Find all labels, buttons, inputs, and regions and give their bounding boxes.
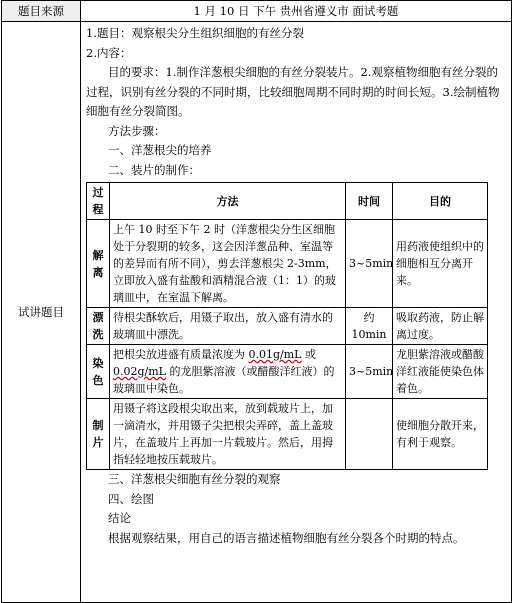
row-step: 染色: [87, 345, 110, 399]
topic-label: 试讲题目: [2, 22, 81, 603]
source-value: 1 月 10 日 下午 贵州省遵义市 面试考题: [81, 1, 512, 22]
row-step: 解离: [87, 220, 110, 308]
topic-content: [81, 22, 511, 602]
procedure-row-mounting: [87, 399, 488, 470]
step-observation: 三、洋葱根尖细胞有丝分裂的观察: [108, 472, 281, 486]
method-text: 把根尖放进盛有质量浓度为: [113, 348, 249, 361]
row-method: [110, 345, 346, 399]
topic-row: [2, 22, 512, 603]
row-time: 3~5min: [346, 220, 393, 308]
header-time: 时间: [346, 183, 393, 220]
row-aim: 使细胞分散开来，有利于观察。: [393, 399, 488, 470]
step-cultivation: 一、洋葱根尖的培养: [108, 143, 212, 157]
procedure-row-staining: [87, 345, 488, 399]
row-aim: 龙胆紫溶液或醋酸洋红液能使染色体着色。: [393, 345, 488, 399]
topic-title: 1.题目：观察根尖分生组织细胞的有丝分裂: [86, 26, 304, 40]
row-time: 约 10min: [346, 308, 393, 345]
row-time: [346, 399, 393, 470]
conclusion-text: 根据观察结果，用自己的语言描述植物细胞有丝分裂各个时期的特点。: [108, 530, 465, 545]
row-method: 上午 10 时至下午 2 时（洋葱根尖分生区细胞处于分裂期的较多，这会因洋葱品种、室温等的差异而有所不同），剪去洋葱根尖 2-3mm，立即放入盛有盐酸和酒精混合液（1：1）的玻璃皿中，在室温下解离。: [110, 220, 346, 308]
row-time: 3~5min: [346, 345, 393, 399]
step-drawing: 四、绘图: [108, 491, 154, 506]
procedure-table: [86, 182, 488, 470]
method-text: 或: [301, 348, 316, 361]
source-label: 题目来源: [2, 1, 81, 22]
procedure-header-row: [87, 183, 488, 220]
conclusion-heading: 结论: [108, 511, 131, 525]
header-method: 方法: [110, 183, 346, 220]
method-heading: 方法步骤：: [108, 123, 166, 138]
header-step: 过程: [87, 183, 110, 220]
aim-paragraph: 目的要求：1.制作洋葱根尖细胞的有丝分裂装片。2.观察植物细胞有丝分裂的过程，识别有丝分裂的不同时期，比较细胞周期不同时期的时间长短。3.绘制植物细胞有丝分裂简图。: [86, 65, 500, 118]
procedure-row-rinsing: [87, 308, 488, 345]
exam-table: [1, 0, 512, 603]
row-method: 待根尖酥软后，用镊子取出，放入盛有清水的玻璃皿中漂洗。: [110, 308, 346, 345]
source-row: [2, 1, 512, 22]
row-aim: 用药液使组织中的细胞相互分离开来。: [393, 220, 488, 308]
row-aim: 吸取药液，防止解离过度。: [393, 308, 488, 345]
step-slide-making: 二、装片的制作：: [108, 162, 200, 177]
row-step: 漂洗: [87, 308, 110, 345]
method-text: 的龙胆紫溶液（或醋酸洋红液）的玻璃皿中染色。: [113, 365, 335, 395]
topic-content-cell: [81, 22, 512, 603]
header-aim: 目的: [393, 183, 488, 220]
concentration-2: 0.02g/mL: [113, 365, 166, 378]
concentration-1: 0.01g/mL: [248, 348, 302, 361]
row-method: 用镊子将这段根尖取出来，放到载玻片上，加一滴清水，并用镊子尖把根尖弄碎，盖上盖玻片，在盖玻片上再加一片载玻片。然后，用拇指轻轻地按压载玻片。: [110, 399, 346, 470]
procedure-row-dissociation: [87, 220, 488, 308]
content-heading: 2.内容：: [86, 45, 132, 60]
row-step: 制片: [87, 399, 110, 470]
